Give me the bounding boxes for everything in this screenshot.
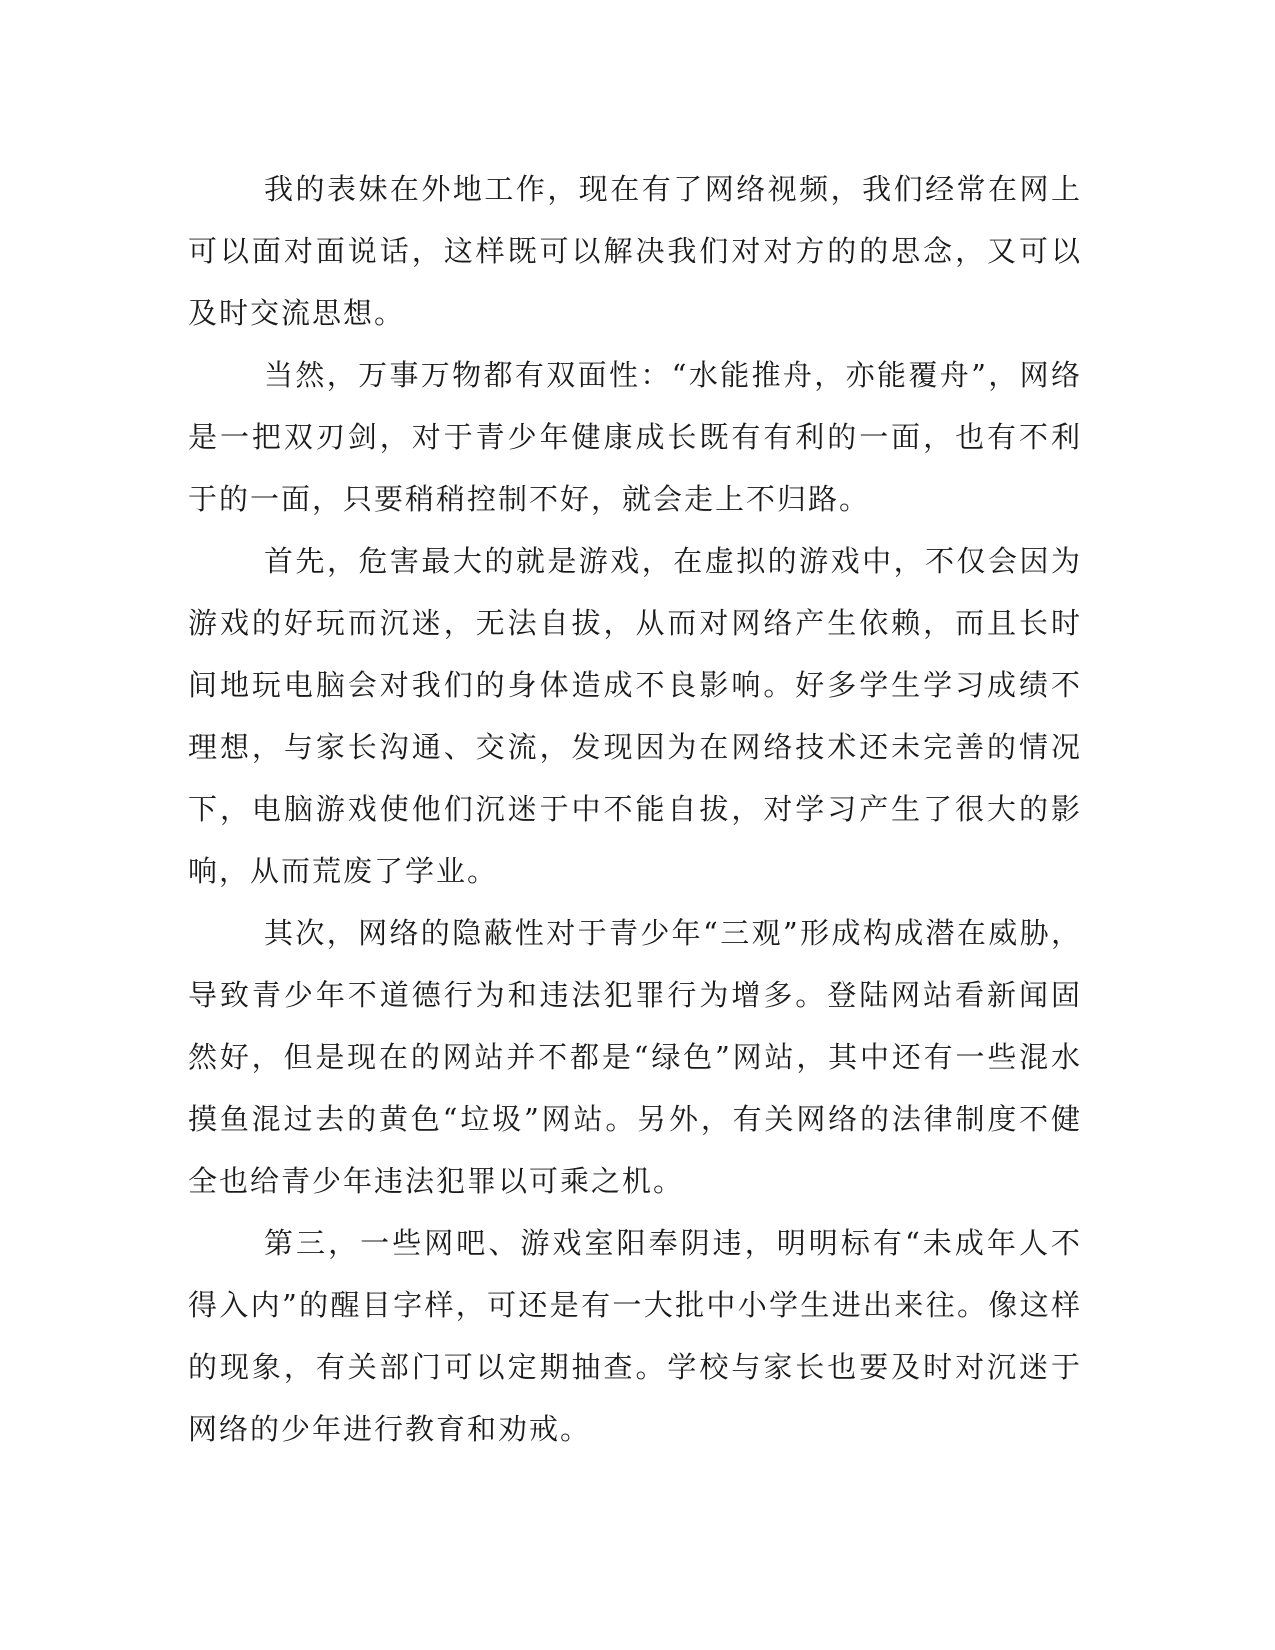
- paragraph-5: 第三，一些网吧、游戏室阳奉阴违，明明标有“未成年人不得入内”的醒目字样，可还是有一大批中小学生进出来往。像这样的现象，有关部门可以定期抽查。学校与家长也要及时对沉迷于网络的少年进行教育和劝戒。: [188, 1226, 1082, 1446]
- paragraph-4: 其次，网络的隐蔽性对于青少年“三观”形成构成潜在威胁，导致青少年不道德行为和违法犯罪行为增多。登陆网站看新闻固然好，但是现在的网站并不都是“绿色”网站，其中还有一些混水摸鱼混过去的黄色“垃圾”网站。另外，有关网络的法律制度不健全也给青少年违法犯罪以可乘之机。: [188, 916, 1082, 1198]
- paragraph-1: 我的表妹在外地工作，现在有了网络视频，我们经常在网上可以面对面说话，这样既可以解决我们对对方的的思念，又可以及时交流思想。: [188, 172, 1082, 330]
- document-body: [188, 158, 1082, 1460]
- paragraph-2: 当然，万事万物都有双面性：“水能推舟，亦能覆舟”，网络是一把双刃剑，对于青少年健康成长既有有利的一面，也有不利于的一面，只要稍稍控制不好，就会走上不归路。: [188, 358, 1082, 516]
- paragraph-3: 首先，危害最大的就是游戏，在虚拟的游戏中，不仅会因为游戏的好玩而沉迷，无法自拔，从而对网络产生依赖，而且长时间地玩电脑会对我们的身体造成不良影响。好多学生学习成绩不理想，与家长沟通、交流，发现因为在网络技术还未完善的情况下，电脑游戏使他们沉迷于中不能自拔，对学习产生了很大的影响，从而荒废了学业。: [188, 544, 1082, 888]
